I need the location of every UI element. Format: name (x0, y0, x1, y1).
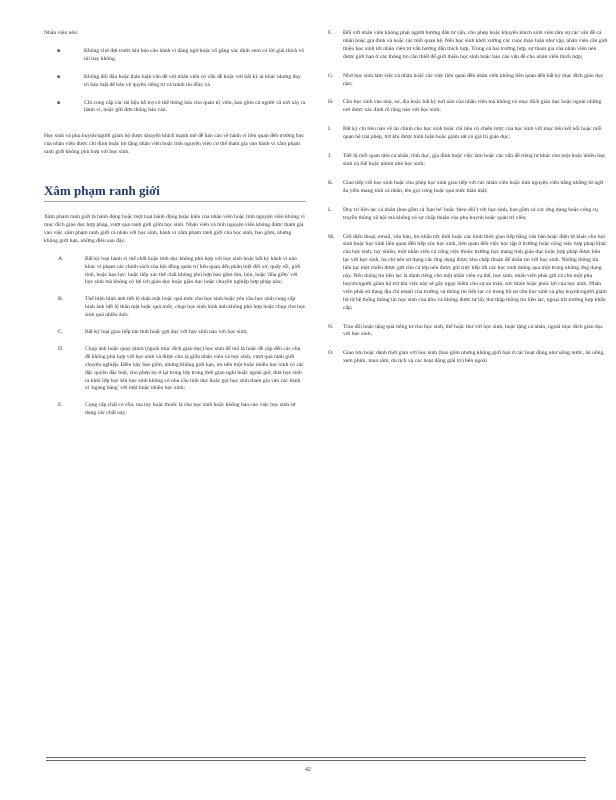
footer-divider-secondary (46, 760, 586, 761)
item-marker: L. (328, 206, 333, 213)
section-heading: Xâm phạm ranh giới (44, 183, 160, 199)
list-item (328, 99, 608, 115)
list-item (328, 126, 608, 142)
list-item (44, 256, 306, 288)
left-column (44, 30, 306, 427)
item-text: Trao đổi hoặc tặng quà riêng tư cho học sinh, thể hoặc thư với học sinh, hoặc tặng cá nhân, ngoài mục đích giáo dục với học sinh; (343, 323, 604, 338)
list-item (328, 350, 608, 366)
item-marker: M. (328, 233, 335, 240)
list-item (328, 324, 608, 340)
bullet-list (44, 48, 306, 115)
reporting-paragraph: Học sinh và phụ huynh/người giám hộ được khuyến khích mạnh mẽ để báo cáo về hành vi liên quan đến trường học của nhân viên được chỉ định hoặc tin tặng nhân viên hoặc tình nguyện viên cơ thể tham gia vào hành vi xâm phạm ranh giới không phù hợp với học sinh. (44, 133, 304, 156)
item-marker: B. (58, 296, 64, 303)
list-item (328, 180, 608, 196)
item-marker: H. (328, 99, 334, 106)
item-text: Thể hiện hình ảnh tiết lộ thân mật hoặc quá mức cho học sinh hoặc yêu cầu học sinh cung cấp hình ảnh tiết lộ thân mật hoặc quá mức, chụp học sinh hình ảnh không phù hợp hoặc chụp cho học sinh quá nhiều ảnh; (85, 296, 306, 319)
bullet-icon: ■ (57, 48, 61, 54)
item-marker: C. (58, 329, 64, 336)
bullet-item (44, 100, 306, 116)
bullet-item (44, 48, 306, 64)
bullet-icon: ■ (57, 100, 61, 106)
list-item (328, 30, 608, 62)
bullet-text: Chỉ cung cấp các tài liệu hỗ trợ có thể thông báo cho quản trị viên, bao gồm cả người và nơi xảy ra hành vi, hoặc gửi đơn thông báo cáo. (84, 99, 306, 114)
item-marker: F. (328, 30, 333, 36)
list-item (44, 402, 306, 418)
bullet-text: Không chờ đợi trước khi báo cáo hành vi đáng ngờ hoặc cố gắng xác định xem có lời giải thích vô tội hay không. (84, 47, 305, 62)
item-marker: O. (328, 350, 334, 357)
right-column (328, 30, 608, 377)
list-item (44, 296, 306, 320)
item-marker: J. (328, 153, 332, 160)
item-marker: I. (328, 126, 332, 133)
list-item (44, 346, 306, 393)
page-number: 42 (305, 767, 311, 773)
item-text: Bất kỳ chi tiêu nào về tài chính cho học sinh hoặc chi tiêu có chiến lược của học sinh với mục tiêu kết nối hoặc mối quan hệ trái phép, trừ khi được bình luận hoặc giám sát có giá trị giáo dục; (343, 126, 602, 141)
bullet-text: Không đối đầu hoặc thảo luận vấn đề với nhân viên có vấn đề hoặc với bất kỳ ai khác nhưng duy trì bảo mật để bảo vệ quyền riêng tư và tránh tin đồn; và (84, 73, 301, 88)
item-text: Cung cấp chất có cồn, ma túy hoặc thuốc lá cho học sinh hoặc không báo cáo việc học sinh sử dụng các chất này; (85, 402, 296, 417)
item-text: Giao lưu hoặc dành thời gian với học sinh (bao gồm nhưng không giới hạn ở các hoạt động như uống nước, ăn uống, xem phim, mua sắm, du lịch và các hoạt động giải trí) bên ngoài (343, 350, 605, 365)
list-item (328, 207, 608, 223)
item-text: Nhờ học sinh làm việc cá nhân hoặc các việc liên quan đến nhân viên không liên quan đến bất kỳ mục đích giáo dục nào; (343, 72, 604, 87)
bullet-icon: ■ (57, 74, 61, 80)
item-text: Bất kỳ loại giao tiếp tán tỉnh hoặc gợi dục với học sinh nào với học sinh; (85, 329, 248, 336)
boundary-list-left (44, 256, 306, 419)
list-item (328, 234, 608, 313)
item-text: Duy trì liên lạc cá nhân (bao gồm cả 'bạn bè' hoặc 'theo dõi') với học sinh, bao gồm cả các ứng dụng hoặc công cụ truyền thông xã hội mà không có sự chấp thuận của phụ huynh hoặc quản trị viên; (343, 206, 598, 221)
boundary-list-right (328, 30, 608, 366)
item-marker: E. (58, 402, 63, 409)
item-marker: A. (58, 255, 64, 262)
item-text: Tiết lộ mối quan tâm cá nhân, tình dục, gia đình hoặc việc làm hoặc các vấn đề riêng tư khác cho một hoặc nhiều học sinh cụ thể hoặc nhóm nhỏ học sinh; (343, 153, 606, 167)
item-text: Đối với nhân viên không phải người hướng dẫn tư vấn, cho phép hoặc khuyến khích sinh viên tâm sự các vấn đề cá nhân hoặc gia đình và hoặc các mối quan hệ. Nếu học sinh khởi xướng các cuộc thảo luận như vậy, nhân viên cần giới thiệu học sinh tới nhân viên tư vấn hướng dẫn thích hợp. Trong cả hai trường hợp, sự tham gia của nhân viên nên được giới hạn ở các thông tin cần thiết để giới thiệu học sinh hoặc báo cáo vấn đề cho nhân viên thích hợp; (343, 30, 608, 60)
item-text: Giao tiếp với học sinh hoặc cho phép học sinh giao tiếp với các nhân viên hoặc tình nguyện viên bằng những từ ngữ ẩu yếm mang tính cá nhân, tên gọi cưng hoặc quá mức thân mật; (343, 179, 603, 194)
item-text: Bất kỳ loại hành vi thể chất hoặc tình dục không phù hợp với học sinh hoặc bất kỳ hành vi nào khác vi phạm các chính sách của hội đồng quản trị liên quan đến phân biệt đối xử, quấy rối, giới tính, hoặc bạo lực; hoặc tiếp xúc thể chất không phù hợp bao gồm ôm, hôn, hoặc 'đùa giỡn' với học sinh mà không có lợi ích giáo dục hoặc giáo dục hoặc chuyên nghiệp hợp pháp nào; (85, 255, 301, 286)
list-item (44, 329, 306, 337)
item-marker: N. (328, 323, 334, 330)
bullet-item (44, 74, 306, 90)
footer-divider (46, 757, 586, 758)
item-text: Cho học sinh vào nhà, xe, địa hoặc bất kỳ nơi nào của nhân viên mà không có mục đích giáo dục hoặc ngoài những nơi được xác định rõ ràng nào với học sinh; (343, 99, 602, 114)
item-text: Gửi điện thoại, email, văn bản, tin nhắn tức thời hoặc các hình thức giao tiếp bằng văn bản hoặc điện tử khác cho học sinh hoặc học sinh liên quan đến tiếp xúc học sinh, liên quan đến việc học tập ở trường hoặc công việc hợp pháp khác của học sinh; tuy nhiên, một nhân viên có công việc thuộc trường học mang tính giáo dục hoặc hợp pháp được liên lạc với học sinh, họ chỉ nên sử dụng các ứng dụng được khu chấp thuận để nhắn tin với học sinh. Những thông tin liên lạc một chiều được gửi cho cả lớp nên được gửi trực tiếp tới các học sinh thông qua một trong những ứng dụng này. Nếu thông tin liên lạc là dành riêng cho một nhân viên cụ thể, học sinh, nhân viên phải gửi cả cho một phụ huynh/người giám hộ trừ khi việc này sẽ gây nguy hiểm cho sự an toàn, sức khỏe hoặc phúc lợi của học sinh. Nhân viên phải sử dụng địa chỉ email của trường và thông tin liên lạc có trong hồ sơ cho học sinh và phụ huynh/người giám hộ từ hệ thống thông tin học sinh của khu và không được tự lấy thư thập thông tin liên lạc, ngoại trừ trường hợp khẩn cấp; (343, 233, 607, 311)
list-item (328, 73, 608, 89)
item-marker: D. (58, 345, 64, 352)
item-text: Chụp ảnh hoặc quay phim (ngoài mục đích giáo dục) học sinh để mô tả hoặc đề cập đến các chủ đề không phù hợp với học sinh và được cho là giữa nhân viên và học sinh, vượt qua ranh giới chuyên nghiệp. Điều này bao gồm, nhưng không giới hạn, ưu tiên một hoặc nhiều học sinh có các đặc quyền đặc biệt, cho phép họ ở lại trong lớp trong thời gian nghỉ hoặc ngoài giờ, đưa học sinh ra khỏi lớp học khi học sinh không có nhu cầu tình dục hoặc gọi học sinh tham gia vào các hành vi 'ngang hàng' với một hoặc nhiều học sinh; (85, 345, 304, 392)
list-item (328, 153, 608, 169)
intro-text: Nhân viên nên: (44, 30, 79, 36)
heading-divider (44, 201, 306, 202)
definition-paragraph: Xâm phạm ranh giới là hành động hoặc một loạt hành động hoặc kiện của nhân viên hoặc tình nguyện viên không vì mục đích giáo dục hợp pháp, vượt qua ranh giới giữa học sinh. Nhân viên và tình nguyện viên không được tham gia vào việc xâm phạm ranh giới cá nhân với học sinh, hành vi xâm phạm ranh giới của học sinh, bao gồm, nhưng không giới hạn, những điều sau đây: (44, 214, 305, 244)
item-marker: K. (328, 179, 334, 186)
item-marker: G. (328, 72, 334, 79)
